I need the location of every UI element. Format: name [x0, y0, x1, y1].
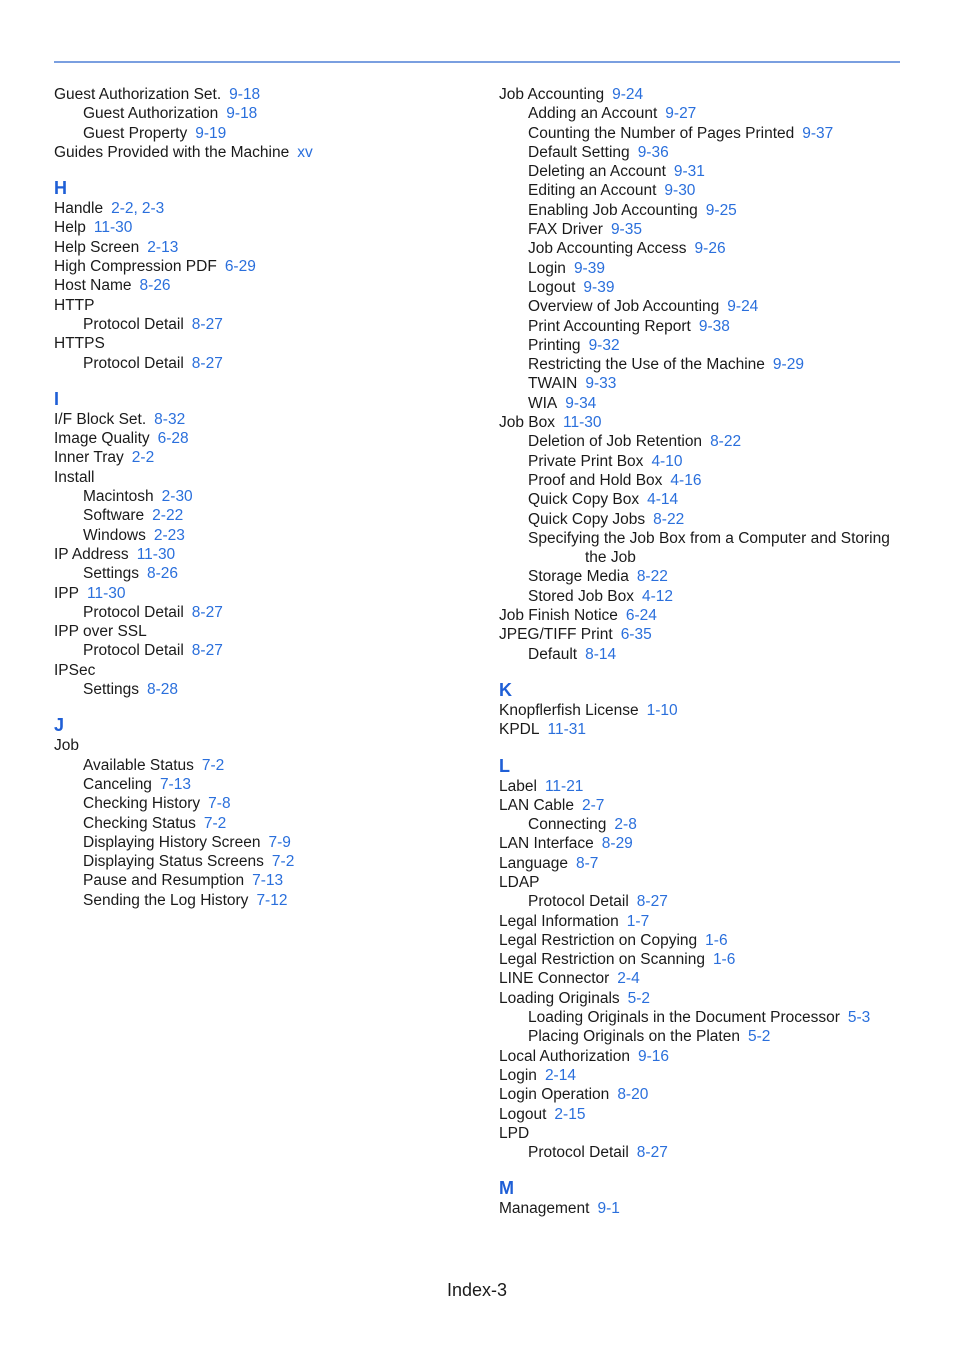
index-subentry: [499, 815, 909, 834]
page-ref-link[interactable]: 9-39: [583, 278, 615, 296]
index-term: Guest Authorization: [83, 105, 219, 123]
index-term: LAN Cable: [499, 796, 574, 814]
index-term: Job Accounting: [499, 86, 605, 103]
index-term: Default: [528, 645, 578, 663]
index-term: Inner Tray: [54, 449, 124, 467]
index-term: WIA: [528, 394, 558, 412]
index-term: Canceling: [83, 775, 152, 793]
index-entry: [499, 989, 909, 1008]
index-term: IPP over SSL: [54, 623, 147, 641]
index-subentry: [54, 487, 474, 506]
index-term: Stored Job Box: [528, 587, 634, 605]
index-term: Checking History: [83, 795, 201, 813]
index-term: Checking Status: [83, 814, 196, 832]
index-entry: [499, 1047, 909, 1066]
index-term: Language: [499, 854, 568, 872]
page-ref-link[interactable]: 2-2: [131, 449, 155, 467]
index-term: Protocol Detail: [83, 354, 184, 372]
index-subentry: [54, 833, 474, 852]
section-letter: I: [54, 388, 60, 409]
page-ref-link[interactable]: 7-8: [208, 795, 231, 813]
index-subentry: [499, 1008, 909, 1027]
index-subentry: [54, 814, 474, 833]
page-ref-link[interactable]: 9-24: [612, 86, 644, 103]
index-term: High Compression PDF: [54, 258, 217, 276]
page-ref-link[interactable]: 1-6: [705, 931, 728, 949]
page-ref-link[interactable]: 4-10: [651, 452, 683, 470]
index-subentry: [499, 529, 909, 568]
section-letter: L: [499, 755, 510, 776]
index-subentry: [499, 259, 909, 278]
index-entry: [499, 950, 909, 969]
page-ref-link[interactable]: 8-27: [636, 1144, 668, 1162]
index-term: Login: [499, 1066, 537, 1084]
index-entry: [54, 143, 474, 162]
index-term: Enabling Job Accounting: [528, 201, 698, 219]
index-term: Guest Authorization Set.: [54, 86, 222, 103]
index-entry: [499, 834, 909, 853]
index-term: Logout: [499, 1105, 547, 1123]
page-ref-link[interactable]: 8-27: [191, 315, 223, 333]
page-ref-link[interactable]: 8-26: [139, 277, 171, 295]
page-ref-link[interactable]: 8-20: [617, 1086, 649, 1104]
index-term: Quick Copy Box: [528, 491, 640, 509]
page-ref-link[interactable]: 9-34: [565, 394, 597, 412]
page-ref-link[interactable]: 2-2: [111, 200, 134, 218]
index-entry: [54, 661, 474, 680]
index-subentry: [499, 124, 909, 143]
index-term: Job Finish Notice: [499, 607, 618, 625]
index-entry: [54, 334, 474, 353]
index-entry: [54, 238, 474, 257]
index-term: Pause and Resumption: [83, 872, 245, 890]
page-ref-link[interactable]: 2-22: [152, 507, 184, 525]
index-subentry: [54, 871, 474, 890]
page-ref-link[interactable]: 11-30: [93, 219, 133, 237]
page-ref-link[interactable]: 2-3: [141, 200, 165, 218]
index-subentry: [499, 510, 909, 529]
index-entry: [499, 873, 909, 892]
index-term: FAX Driver: [528, 221, 603, 239]
index-subentry: [54, 526, 474, 545]
index-term: Login: [528, 259, 566, 277]
index-term: Storage Media: [528, 568, 629, 586]
index-entry: [499, 413, 909, 432]
index-term: Overview of Job Accounting: [528, 298, 720, 316]
page-ref-link[interactable]: 8-27: [191, 603, 223, 621]
index-subentry: [499, 1027, 909, 1046]
index-entry: [54, 545, 474, 564]
section-letter: H: [54, 178, 67, 199]
page-ref-link[interactable]: 9-24: [727, 298, 759, 316]
index-term: JPEG/TIFF Print: [499, 626, 613, 644]
index-subentry: [54, 680, 474, 699]
index-term: HTTPS: [54, 335, 105, 353]
page-ref-link[interactable]: 9-1: [597, 1200, 620, 1218]
index-entry: [499, 1066, 909, 1085]
index-term: Deletion of Job Retention: [528, 433, 703, 451]
index-entry: [54, 448, 474, 467]
page-ref-link[interactable]: 7-2: [271, 853, 295, 871]
page-ref-link[interactable]: 8-7: [575, 854, 599, 872]
index-subentry: [499, 143, 909, 162]
index-subentry: [499, 645, 909, 664]
index-subentry: [499, 317, 909, 336]
page-ref-link[interactable]: 9-29: [772, 356, 804, 374]
index-term: LAN Interface: [499, 835, 594, 853]
index-entry: [54, 584, 474, 603]
page-ref-link[interactable]: 2-30: [161, 488, 193, 506]
page-ref-link[interactable]: 9-16: [637, 1047, 670, 1065]
index-term: Default Setting: [528, 143, 630, 161]
index-term: Login Operation: [499, 1086, 610, 1104]
index-term: HTTP: [54, 296, 95, 314]
index-term: Editing an Account: [528, 182, 657, 200]
index-term: Sending the Log History: [83, 891, 249, 909]
page-ref-link[interactable]: 4-14: [647, 491, 679, 509]
page-ref-link[interactable]: 6-28: [157, 430, 189, 448]
page-ref-link[interactable]: 2-15: [554, 1105, 586, 1123]
page-ref-link[interactable]: 8-22: [636, 568, 668, 586]
index-column-left: [54, 85, 474, 910]
page-ref-link[interactable]: 2-7: [581, 796, 605, 814]
index-subentry: [54, 315, 474, 334]
index-term: Counting the Number of Pages Printed: [528, 124, 795, 142]
index-term: TWAIN: [528, 375, 578, 393]
page-ref-link[interactable]: 2-4: [617, 970, 640, 988]
page-ref-link[interactable]: 6-35: [620, 626, 652, 644]
index-term: Adding an Account: [528, 105, 658, 123]
page-ref-link[interactable]: 1-6: [712, 951, 736, 969]
page-ref-link[interactable]: 1-10: [646, 701, 678, 719]
index-subentry: [499, 162, 909, 181]
index-subentry: [499, 239, 909, 258]
index-term: Proof and Hold Box: [528, 471, 663, 489]
index-entry: [499, 701, 909, 720]
index-term: LDAP: [499, 873, 540, 891]
page-ref-link[interactable]: 11-30: [563, 414, 602, 432]
section-letter: M: [499, 1178, 514, 1199]
index-subentry: [54, 603, 474, 622]
index-entry: [54, 276, 474, 295]
index-entry: [499, 85, 909, 104]
index-entry: [499, 796, 909, 815]
index-entry: [499, 854, 909, 873]
index-term: Loading Originals in the Document Processor: [528, 1009, 840, 1027]
section-letter: J: [54, 715, 65, 736]
page-ref-link[interactable]: 9-18: [226, 105, 258, 123]
page-ref-link[interactable]: 8-14: [585, 645, 617, 663]
index-entry: [54, 218, 474, 237]
page-ref-link[interactable]: 8-29: [601, 835, 633, 853]
page-ref-link[interactable]: 2-8: [614, 816, 637, 834]
index-term: LINE Connector: [499, 970, 610, 988]
header-rule: [54, 61, 900, 63]
index-term: Host Name: [54, 277, 132, 295]
index-subentry: [54, 891, 474, 910]
page-ref-link[interactable]: 9-19: [195, 124, 227, 142]
page-ref-link[interactable]: 2-14: [544, 1066, 576, 1084]
index-entry: [54, 736, 474, 755]
page-ref-link[interactable]: 9-25: [705, 201, 737, 219]
index-entry: [499, 625, 909, 644]
index-term: IPSec: [54, 661, 96, 679]
page-ref-link[interactable]: 8-27: [191, 354, 223, 372]
index-term: Logout: [528, 278, 576, 296]
index-entry: [54, 257, 474, 276]
index-subentry: [499, 355, 909, 374]
index-entry: [54, 410, 474, 429]
index-term: Knopflerfish License: [499, 701, 639, 719]
index-term: Guest Property: [83, 124, 188, 142]
index-term: Specifying the Job Box from a Computer and Storing: [528, 529, 890, 547]
index-term: Windows: [83, 526, 146, 544]
index-term: Displaying History Screen: [83, 833, 261, 851]
index-term: Protocol Detail: [83, 642, 184, 660]
page-ref-link[interactable]: 7-13: [159, 775, 191, 793]
index-entry: [499, 1105, 909, 1124]
page-ref-link[interactable]: 9-31: [673, 163, 705, 181]
page-ref-link[interactable]: 8-22: [710, 433, 742, 451]
index-subentry: [54, 104, 474, 123]
index-term: Protocol Detail: [83, 315, 184, 333]
index-subentry: [499, 104, 909, 123]
page-ref-link[interactable]: 8-22: [653, 510, 685, 528]
page-ref-link[interactable]: 5-2: [627, 989, 651, 1007]
page-ref-link[interactable]: 9-39: [573, 259, 605, 277]
page-ref-separator: ,: [133, 200, 138, 218]
index-subentry: [54, 756, 474, 775]
index-subentry: [54, 641, 474, 660]
page-ref-link[interactable]: 11-21: [544, 777, 584, 795]
page-ref-link[interactable]: 9-32: [588, 336, 620, 354]
index-subentry: [499, 1143, 909, 1162]
page-ref-link[interactable]: 8-26: [147, 565, 179, 583]
index-term: Protocol Detail: [83, 603, 184, 621]
page-ref-link[interactable]: xv: [297, 143, 313, 161]
index-entry: [499, 969, 909, 988]
index-term: Protocol Detail: [528, 893, 629, 911]
index-term: Guides Provided with the Machine: [54, 143, 290, 161]
index-subentry: [54, 354, 474, 373]
page-ref-link[interactable]: 8-27: [636, 893, 668, 911]
index-entry: [54, 468, 474, 487]
page-ref-link[interactable]: 9-18: [229, 86, 261, 103]
index-subentry: [499, 374, 909, 393]
index-subentry: [499, 201, 909, 220]
index-subentry: [499, 587, 909, 606]
index-subentry: [499, 220, 909, 239]
page-ref-link[interactable]: 7-12: [256, 891, 288, 909]
index-term: KPDL: [499, 721, 540, 739]
index-entry: [54, 622, 474, 641]
page-ref-link[interactable]: 6-24: [625, 607, 657, 625]
page-ref-link[interactable]: 9-37: [802, 124, 834, 142]
index-term: IP Address: [54, 545, 129, 563]
index-term: Handle: [54, 200, 104, 218]
page-ref-link[interactable]: 11-30: [136, 545, 176, 563]
index-term-continuation: the Job: [585, 549, 636, 567]
index-term: Job: [54, 737, 79, 755]
index-term: Settings: [83, 681, 140, 699]
index-entry: [54, 429, 474, 448]
index-term: Help Screen: [54, 238, 140, 256]
index-subentry: [54, 775, 474, 794]
index-term: Job Accounting Access: [528, 240, 687, 258]
index-column-right: [499, 85, 909, 1219]
page-ref-link[interactable]: 11-31: [547, 721, 586, 739]
index-entry: [54, 296, 474, 315]
page-ref-link[interactable]: 5-2: [747, 1028, 771, 1046]
index-term: I/F Block Set.: [54, 410, 147, 428]
index-subentry: [499, 297, 909, 316]
index-term: Macintosh: [83, 488, 154, 506]
index-entry: [499, 1124, 909, 1143]
index-subentry: [54, 506, 474, 525]
index-term: Quick Copy Jobs: [528, 510, 646, 528]
index-subentry: [499, 432, 909, 451]
index-entry: [499, 1199, 909, 1218]
index-subentry: [54, 564, 474, 583]
page-ref-link[interactable]: 11-30: [86, 584, 126, 602]
page-ref-link[interactable]: 2-13: [147, 238, 179, 256]
index-subentry: [499, 394, 909, 413]
page-ref-link[interactable]: 9-26: [694, 240, 726, 258]
page-ref-link[interactable]: 9-30: [664, 182, 696, 200]
page-ref-link[interactable]: 5-3: [847, 1009, 871, 1027]
index-subentry: [54, 794, 474, 813]
index-subentry: [54, 852, 474, 871]
index-term: Deleting an Account: [528, 163, 666, 181]
page-ref-link[interactable]: 2-23: [153, 526, 185, 544]
index-subentry: [499, 892, 909, 911]
index-term: Help: [54, 219, 86, 237]
index-term: Private Print Box: [528, 452, 644, 470]
index-term: Displaying Status Screens: [83, 853, 264, 871]
index-term: Available Status: [83, 756, 194, 774]
index-entry: [54, 85, 474, 104]
index-term: Legal Restriction on Scanning: [499, 951, 705, 969]
page-ref-link[interactable]: 4-12: [641, 587, 674, 605]
index-term: Settings: [83, 565, 140, 583]
index-entry: [499, 912, 909, 931]
index-term: Job Box: [499, 414, 556, 432]
section-letter: K: [499, 679, 512, 700]
page-ref-link[interactable]: 9-33: [585, 375, 617, 393]
index-entry: [54, 199, 474, 218]
index-entry: [499, 720, 909, 739]
index-subentry: [499, 181, 909, 200]
index-entry: [499, 606, 909, 625]
page-ref-link[interactable]: 6-29: [224, 258, 256, 276]
page-ref-link[interactable]: 9-27: [665, 105, 697, 123]
index-term: Placing Originals on the Platen: [528, 1028, 740, 1046]
index-term: Image Quality: [54, 430, 150, 448]
index-term: Install: [54, 468, 95, 486]
page-ref-link[interactable]: 4-16: [670, 471, 702, 489]
index-subentry: [499, 336, 909, 355]
index-term: Management: [499, 1200, 590, 1218]
index-entry: [499, 931, 909, 950]
index-subentry: [499, 471, 909, 490]
index-subentry: [499, 452, 909, 471]
index-term: Label: [499, 777, 537, 795]
page-ref-link[interactable]: 8-32: [154, 410, 186, 428]
index-subentry: [499, 278, 909, 297]
page-ref-link[interactable]: 9-35: [610, 221, 642, 239]
index-term: Print Accounting Report: [528, 317, 691, 335]
index-subentry: [499, 490, 909, 509]
index-subentry: [499, 567, 909, 586]
index-term: Printing: [528, 336, 581, 354]
index-entry: [499, 1085, 909, 1104]
index-term: IPP: [54, 584, 79, 602]
index-term: Local Authorization: [499, 1047, 630, 1065]
index-term: LPD: [499, 1124, 530, 1142]
index-term: Loading Originals: [499, 989, 620, 1007]
page-ref-link[interactable]: 9-36: [637, 143, 669, 161]
index-entry: [499, 777, 909, 796]
index-term: Legal Restriction on Copying: [499, 931, 698, 949]
page-ref-link[interactable]: 7-13: [252, 872, 284, 890]
index-term: Protocol Detail: [528, 1144, 629, 1162]
page-ref-link[interactable]: 8-27: [191, 642, 223, 660]
page-ref-link[interactable]: 7-2: [203, 814, 227, 832]
index-subentry: [54, 124, 474, 143]
page-number: Index-3: [446, 1280, 508, 1300]
index-term: Software: [83, 507, 145, 525]
index-term: Restricting the Use of the Machine: [528, 356, 765, 374]
page-ref-link[interactable]: 9-38: [698, 317, 730, 335]
page-ref-link[interactable]: 8-28: [147, 681, 179, 699]
page-ref-link[interactable]: 7-9: [268, 833, 291, 851]
index-term: Connecting: [528, 816, 607, 834]
page-ref-link[interactable]: 1-7: [626, 912, 650, 930]
page-ref-link[interactable]: 7-2: [201, 756, 225, 774]
index-term: Legal Information: [499, 912, 619, 930]
